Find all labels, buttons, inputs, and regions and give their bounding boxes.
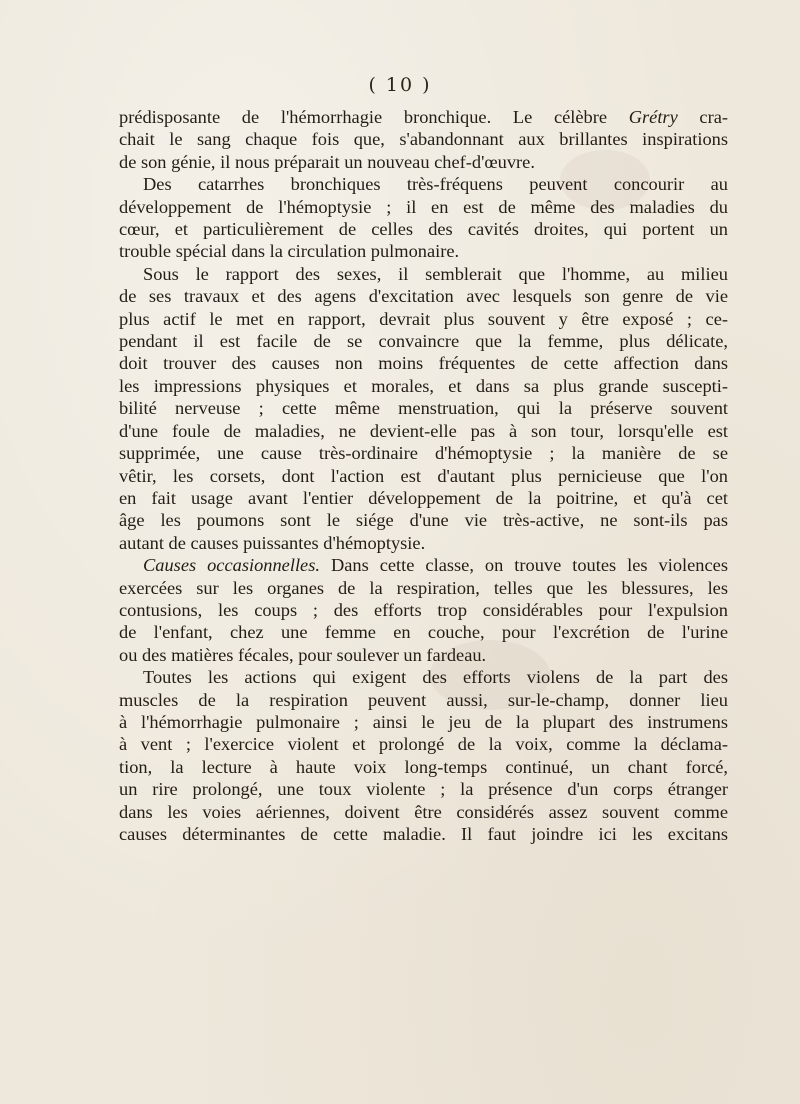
text-line: muscles de la respiration peuvent aussi, sur-le-champ, donner lieu [119, 689, 728, 710]
text-line: autant de causes puissantes d'hémoptysie. [119, 532, 426, 553]
text-line: à vent ; l'exercice violent et prolongé de la voix, comme la déclama- [119, 734, 728, 755]
text-line: pendant il est facile de se convaincre que la femme, plus délicate, [119, 331, 728, 352]
text-line: trouble spécial dans la circulation pulmonaire. [119, 241, 460, 262]
text-line: exercées sur les organes de la respiration, telles que les blessures, les [119, 577, 728, 598]
text-line: prédisposante de l'hémorrhagie bronchique. Le célèbre Grétry cra- [119, 107, 729, 127]
body-text [119, 106, 728, 845]
text-line: dans les voies aériennes, doivent être considérés assez souvent comme [119, 801, 728, 822]
text-line: en fait usage avant l'entier développement de la poitrine, et qu'à cet [119, 487, 728, 508]
paragraph [119, 106, 728, 173]
text-line: développement de l'hémoptysie ; il en est de même des maladies du [119, 196, 728, 217]
text-line: d'une foule de maladies, ne devient-elle pas à son tour, lorsqu'elle est [119, 420, 728, 441]
text-line: bilité nerveuse ; cette même menstruation, qui la préserve souvent [119, 398, 728, 419]
text-line: cœur, et particulièrement de celles des cavités droites, qui portent un [119, 219, 728, 240]
text-line: de ses travaux et des agens d'excitation avec lesquels son genre de vie [119, 286, 728, 307]
text-line: à l'hémorrhagie pulmonaire ; ainsi le jeu de la plupart des instrumens [119, 711, 728, 732]
text-line: les impressions physiques et morales, et dans sa plus grande suscepti- [119, 375, 728, 396]
text-line: ou des matières fécales, pour soulever un fardeau. [119, 644, 487, 665]
text-line: Toutes les actions qui exigent des efforts violens de la part des [143, 667, 728, 688]
text-line: Des catarrhes bronchiques très-fréquens peuvent concourir au [143, 174, 728, 195]
text-line: supprimée, une cause très-ordinaire d'hémoptysie ; la manière de se [119, 443, 728, 464]
text-line: chait le sang chaque fois que, s'abandonnant aux brillantes inspirations [119, 129, 728, 150]
text-line: tion, la lecture à haute voix long-temps continué, un chant forcé, [119, 756, 728, 777]
text-line: causes déterminantes de cette maladie. Il faut joindre ici les excitans [119, 824, 728, 844]
text-line: vêtir, les corsets, dont l'action est d'autant plus pernicieuse que l'on [119, 465, 728, 486]
paragraph [119, 554, 728, 666]
text-line: plus actif le met en rapport, devrait plus souvent y être exposé ; ce- [119, 308, 728, 329]
page-number: ( 10 ) [368, 74, 432, 96]
text-line: âge les poumons sont le siége d'une vie très-active, ne sont-ils pas [119, 510, 728, 531]
paragraph [119, 173, 728, 263]
text-line: Causes occasionnelles. Dans cette classe, on trouve toutes les violences [143, 555, 728, 576]
text-line: de son génie, il nous préparait un nouveau chef-d'œuvre. [119, 151, 535, 172]
paragraph [119, 666, 728, 845]
text-line: un rire prolongé, une toux violente ; la présence d'un corps étranger [119, 779, 728, 800]
paragraph [119, 263, 728, 554]
text-line: contusions, les coups ; des efforts trop considérables pour l'expulsion [119, 599, 728, 620]
text-line: de l'enfant, chez une femme en couche, pour l'excrétion de l'urine [119, 622, 728, 643]
text-line: Sous le rapport des sexes, il semblerait que l'homme, au milieu [143, 263, 728, 284]
section-lead-italic: Causes occasionnelles. [143, 555, 320, 576]
text-line: doit trouver des causes non moins fréquentes de cette affection dans [119, 353, 728, 374]
italic-name: Grétry [628, 107, 678, 127]
